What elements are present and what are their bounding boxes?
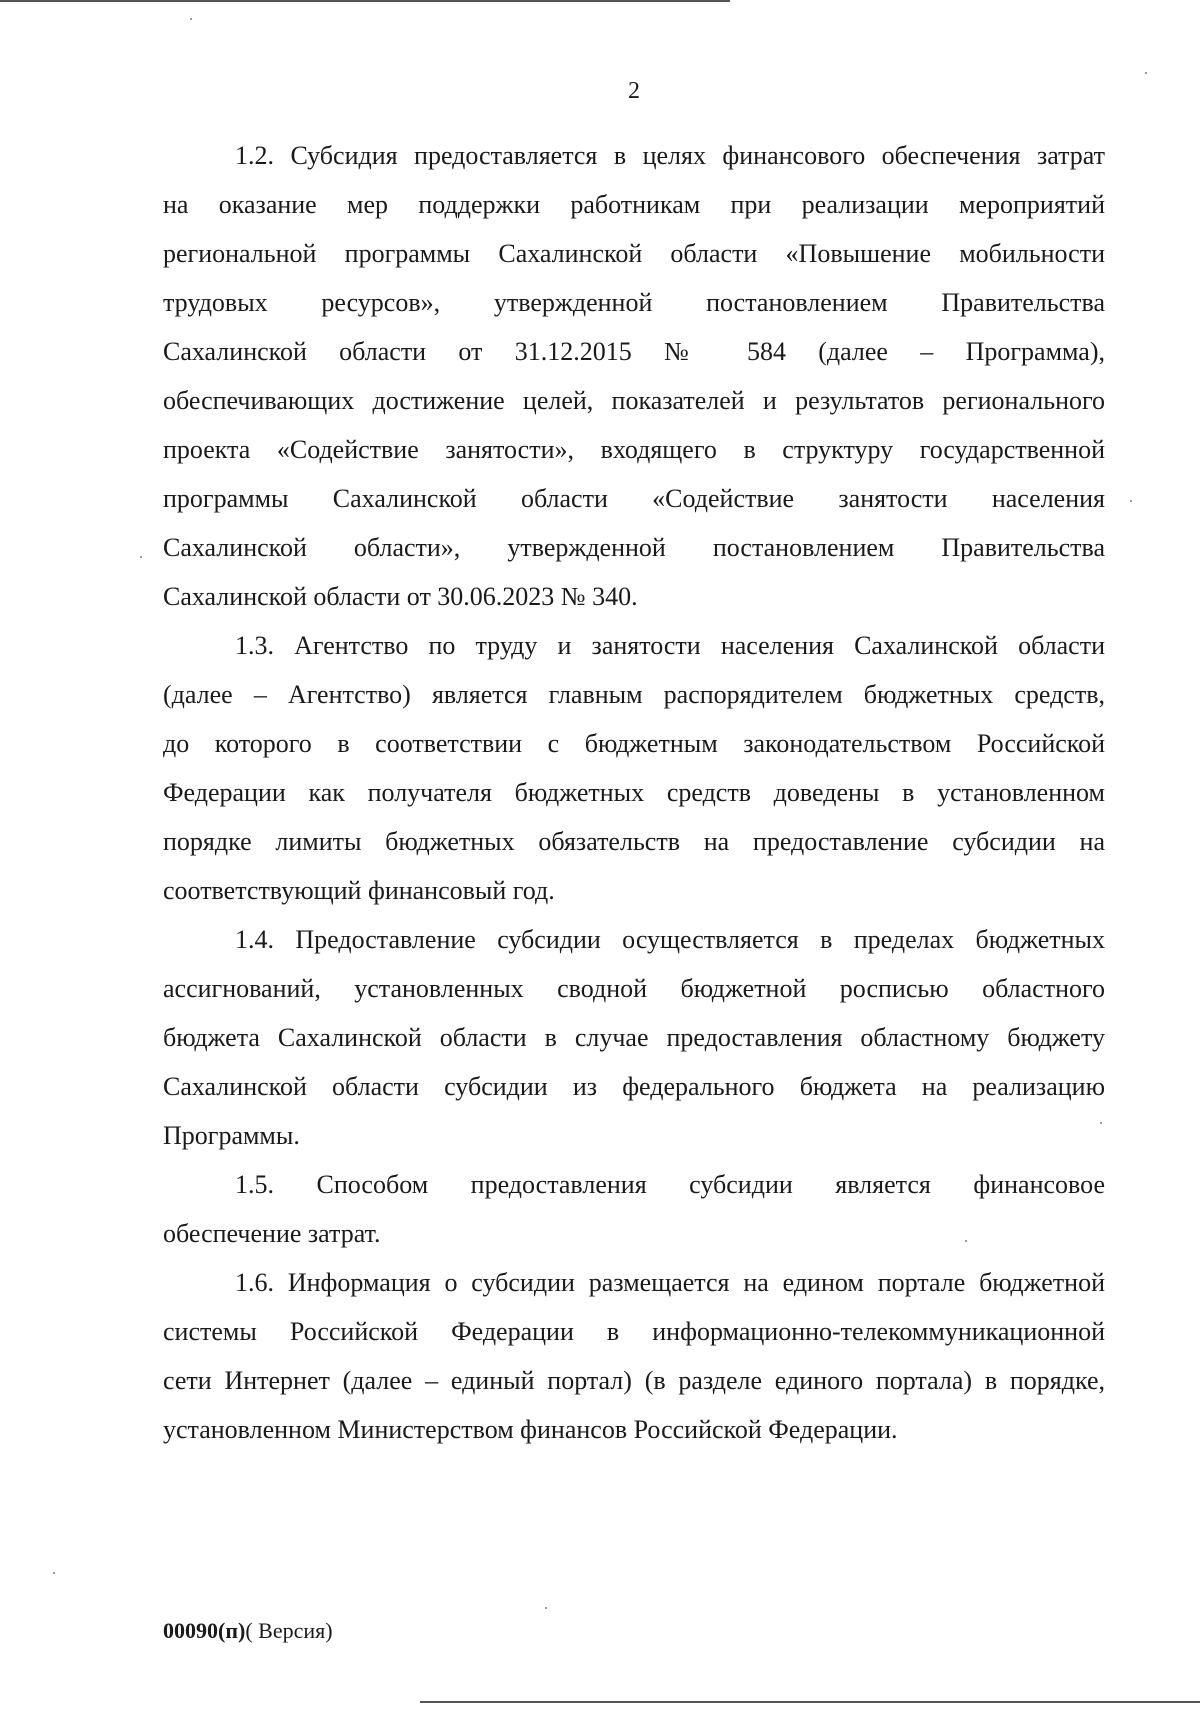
text-line: 1.5. Способом предоставления субсидии является финансовое [235, 1170, 1105, 1199]
text-line: 1.2. Субсидия предоставляется в целях финансового обеспечения затрат [235, 141, 1105, 170]
text-line: программы Сахалинской области «Содействие занятости населения [163, 484, 1105, 513]
text-line: ассигнований, установленных сводной бюджетной росписью областного [163, 974, 1105, 1003]
scan-speck [965, 1240, 967, 1242]
footer-code: 00090(п) [163, 1618, 246, 1643]
text-line: установленном Министерством финансов Российской Федерации. [163, 1415, 898, 1444]
text-line: сети Интернет (далее – единый портал) (в разделе единого портала) в порядке, [163, 1366, 1105, 1395]
text-line: порядке лимиты бюджетных обязательств на предоставление субсидии на [163, 827, 1105, 856]
text-line: соответствующий финансовый год. [163, 876, 555, 905]
text-line: трудовых ресурсов», утвержденной постановлением Правительства [163, 288, 1105, 317]
text-line: 1.6. Информация о субсидии размещается на едином портале бюджетной [235, 1268, 1105, 1297]
scan-edge-top [0, 0, 730, 2]
paragraph-1-4 [163, 915, 1105, 1160]
text-line: Федерации как получателя бюджетных средств доведены в установленном [163, 778, 1105, 807]
text-line: до которого в соответствии с бюджетным законодательством Российской [163, 729, 1105, 758]
scan-speck [1100, 1122, 1102, 1124]
text-line: 1.3. Агентство по труду и занятости населения Сахалинской области [235, 631, 1105, 660]
paragraph-1-2 [163, 131, 1105, 621]
text-line: системы Российской Федерации в информационно-телекоммуникационной [163, 1317, 1105, 1346]
scan-speck [545, 1607, 547, 1609]
scan-edge-bottom [420, 1701, 1200, 1703]
document-footer [163, 1618, 333, 1644]
document-body [163, 131, 1105, 1454]
scan-speck [1145, 72, 1147, 74]
text-line: 1.4. Предоставление субсидии осуществляется в пределах бюджетных [235, 925, 1105, 954]
scan-speck [140, 556, 142, 558]
paragraph-1-6 [163, 1258, 1105, 1454]
text-line: бюджета Сахалинской области в случае предоставления областному бюджету [163, 1023, 1105, 1052]
text-line: Сахалинской области от 30.06.2023 № 340. [163, 582, 638, 611]
text-line: Сахалинской области от 31.12.2015 № 584 (далее – Программа), [163, 337, 1105, 366]
scan-speck [53, 1572, 55, 1574]
text-line: региональной программы Сахалинской области «Повышение мобильности [163, 239, 1105, 268]
text-line: (далее – Агентство) является главным распорядителем бюджетных средств, [163, 680, 1105, 709]
page-number: 2 [628, 78, 640, 104]
paragraph-1-3 [163, 621, 1105, 915]
scan-speck [1130, 500, 1132, 502]
text-line: обеспечивающих достижение целей, показателей и результатов регионального [163, 386, 1105, 415]
paragraph-1-5 [163, 1160, 1105, 1258]
text-line: проекта «Содействие занятости», входящего в структуру государственной [163, 435, 1105, 464]
text-line: обеспечение затрат. [163, 1219, 381, 1248]
text-line: Сахалинской области субсидии из федерального бюджета на реализацию [163, 1072, 1105, 1101]
scan-speck [190, 18, 192, 20]
footer-version: ( Версия) [245, 1618, 333, 1643]
text-line: Программы. [163, 1121, 300, 1150]
text-line: на оказание мер поддержки работникам при реализации мероприятий [163, 190, 1105, 219]
text-line: Сахалинской области», утвержденной постановлением Правительства [163, 533, 1105, 562]
